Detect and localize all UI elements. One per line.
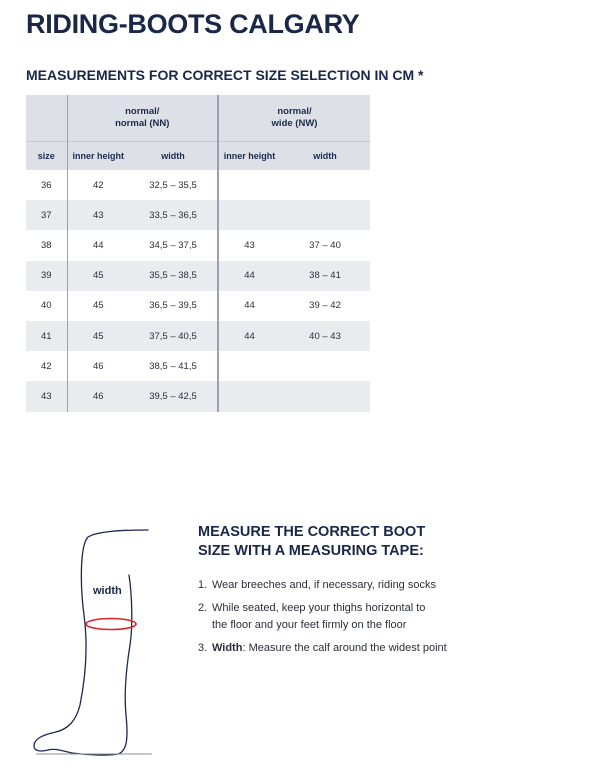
size-group-header <box>26 95 67 142</box>
calf-curve <box>126 575 129 625</box>
cell-nw-inner-height <box>218 170 280 200</box>
group-nn-line2: normal (NN) <box>115 118 170 129</box>
col-header-size: size <box>26 142 67 171</box>
table-row <box>26 381 370 411</box>
step-text-line2: the floor and your feet firmly on the floor <box>212 619 407 631</box>
col-header-nw-width: width <box>280 142 370 171</box>
cell-nw-width <box>280 170 370 200</box>
list-item <box>198 640 588 657</box>
cell-nw-width: 40 – 43 <box>280 321 370 351</box>
cell-nw-inner-height: 43 <box>218 230 280 260</box>
cell-nn-inner-height: 45 <box>67 321 129 351</box>
page-title: RIDING-BOOTS CALGARY <box>26 9 360 39</box>
width-label: width <box>93 585 122 597</box>
cell-nn-inner-height: 46 <box>67 381 129 411</box>
cell-nn-width: 39,5 – 42,5 <box>129 381 218 411</box>
cell-nw-width <box>280 351 370 381</box>
table-row <box>26 170 370 200</box>
step-text: Wear breeches and, if necessary, riding socks <box>212 579 436 591</box>
step-number: 1. <box>198 579 208 591</box>
cell-nn-inner-height: 42 <box>67 170 129 200</box>
cell-nw-width: 37 – 40 <box>309 239 341 251</box>
table-row <box>26 200 370 230</box>
col-header-nn-inner-height: inner height <box>67 142 129 171</box>
width-measure-ring <box>86 619 136 630</box>
table-row <box>26 291 370 321</box>
cell-size: 39 <box>26 261 67 291</box>
table-row <box>26 351 370 381</box>
cell-size: 38 <box>40 239 52 251</box>
cell-nn-width: 33,5 – 36,5 <box>129 200 218 230</box>
instructions-title-line1: MEASURE THE CORRECT BOOT <box>198 524 426 540</box>
list-item <box>198 577 588 594</box>
leg-outline <box>34 530 148 755</box>
table-row <box>26 261 370 291</box>
group-header-nn <box>67 95 218 142</box>
col-header-nw-inner-height: inner height <box>218 142 280 171</box>
step-text: : Measure the calf around the widest point <box>242 642 447 654</box>
cell-nn-inner-height: 45 <box>67 291 129 321</box>
group-header-nw <box>218 95 370 142</box>
instructions-title-line2: SIZE WITH A MEASURING TAPE: <box>198 543 424 559</box>
cell-size: 36 <box>40 179 52 191</box>
cell-nw-inner-height: 44 <box>218 321 280 351</box>
cell-nn-inner-height: 44 <box>67 230 129 260</box>
cell-size: 41 <box>26 321 67 351</box>
cell-size: 42 <box>40 360 52 372</box>
instructions-panel <box>198 523 588 663</box>
cell-size: 40 <box>40 300 52 312</box>
cell-nw-inner-height: 44 <box>218 261 280 291</box>
group-nn-line1: normal/ <box>125 106 160 117</box>
cell-nw-width <box>280 200 370 230</box>
cell-size: 37 <box>26 200 67 230</box>
cell-nn-width: 36,5 – 39,5 <box>149 300 197 312</box>
cell-nw-inner-height <box>218 200 280 230</box>
instruction-steps <box>198 577 588 657</box>
step-text-line1: While seated, keep your thighs horizontal to <box>212 602 426 614</box>
leg-measurement-illustration <box>28 525 158 760</box>
table-subtitle: MEASUREMENTS FOR CORRECT SIZE SELECTION IN CM * <box>26 67 424 83</box>
cell-nn-inner-height: 45 <box>67 261 129 291</box>
cell-nw-inner-height <box>218 351 280 381</box>
cell-nn-inner-height: 43 <box>67 200 129 230</box>
table-row <box>26 321 370 351</box>
table-row <box>26 230 370 260</box>
cell-nn-width: 32,5 – 35,5 <box>149 179 197 191</box>
group-nw-line2: wide (NW) <box>271 118 318 129</box>
col-header-nn-width: width <box>129 142 218 171</box>
cell-nw-inner-height <box>218 381 280 411</box>
group-nw-line1: normal/ <box>277 106 312 117</box>
cell-nw-inner-height: 44 <box>218 291 280 321</box>
cell-nn-width: 34,5 – 37,5 <box>149 239 197 251</box>
step-keyword: Width <box>212 642 243 654</box>
cell-nn-width: 37,5 – 40,5 <box>129 321 218 351</box>
cell-size: 43 <box>26 381 67 411</box>
cell-nn-inner-height: 46 <box>67 351 129 381</box>
cell-nn-width: 38,5 – 41,5 <box>149 360 197 372</box>
list-item <box>198 600 588 634</box>
cell-nw-width: 38 – 41 <box>280 261 370 291</box>
instructions-title <box>198 523 588 561</box>
cell-nn-width: 35,5 – 38,5 <box>129 261 218 291</box>
size-table <box>26 95 370 412</box>
cell-nw-width <box>280 381 370 411</box>
cell-nw-width: 39 – 42 <box>309 300 341 312</box>
step-number: 2. <box>198 602 208 614</box>
step-number: 3. <box>198 642 208 654</box>
